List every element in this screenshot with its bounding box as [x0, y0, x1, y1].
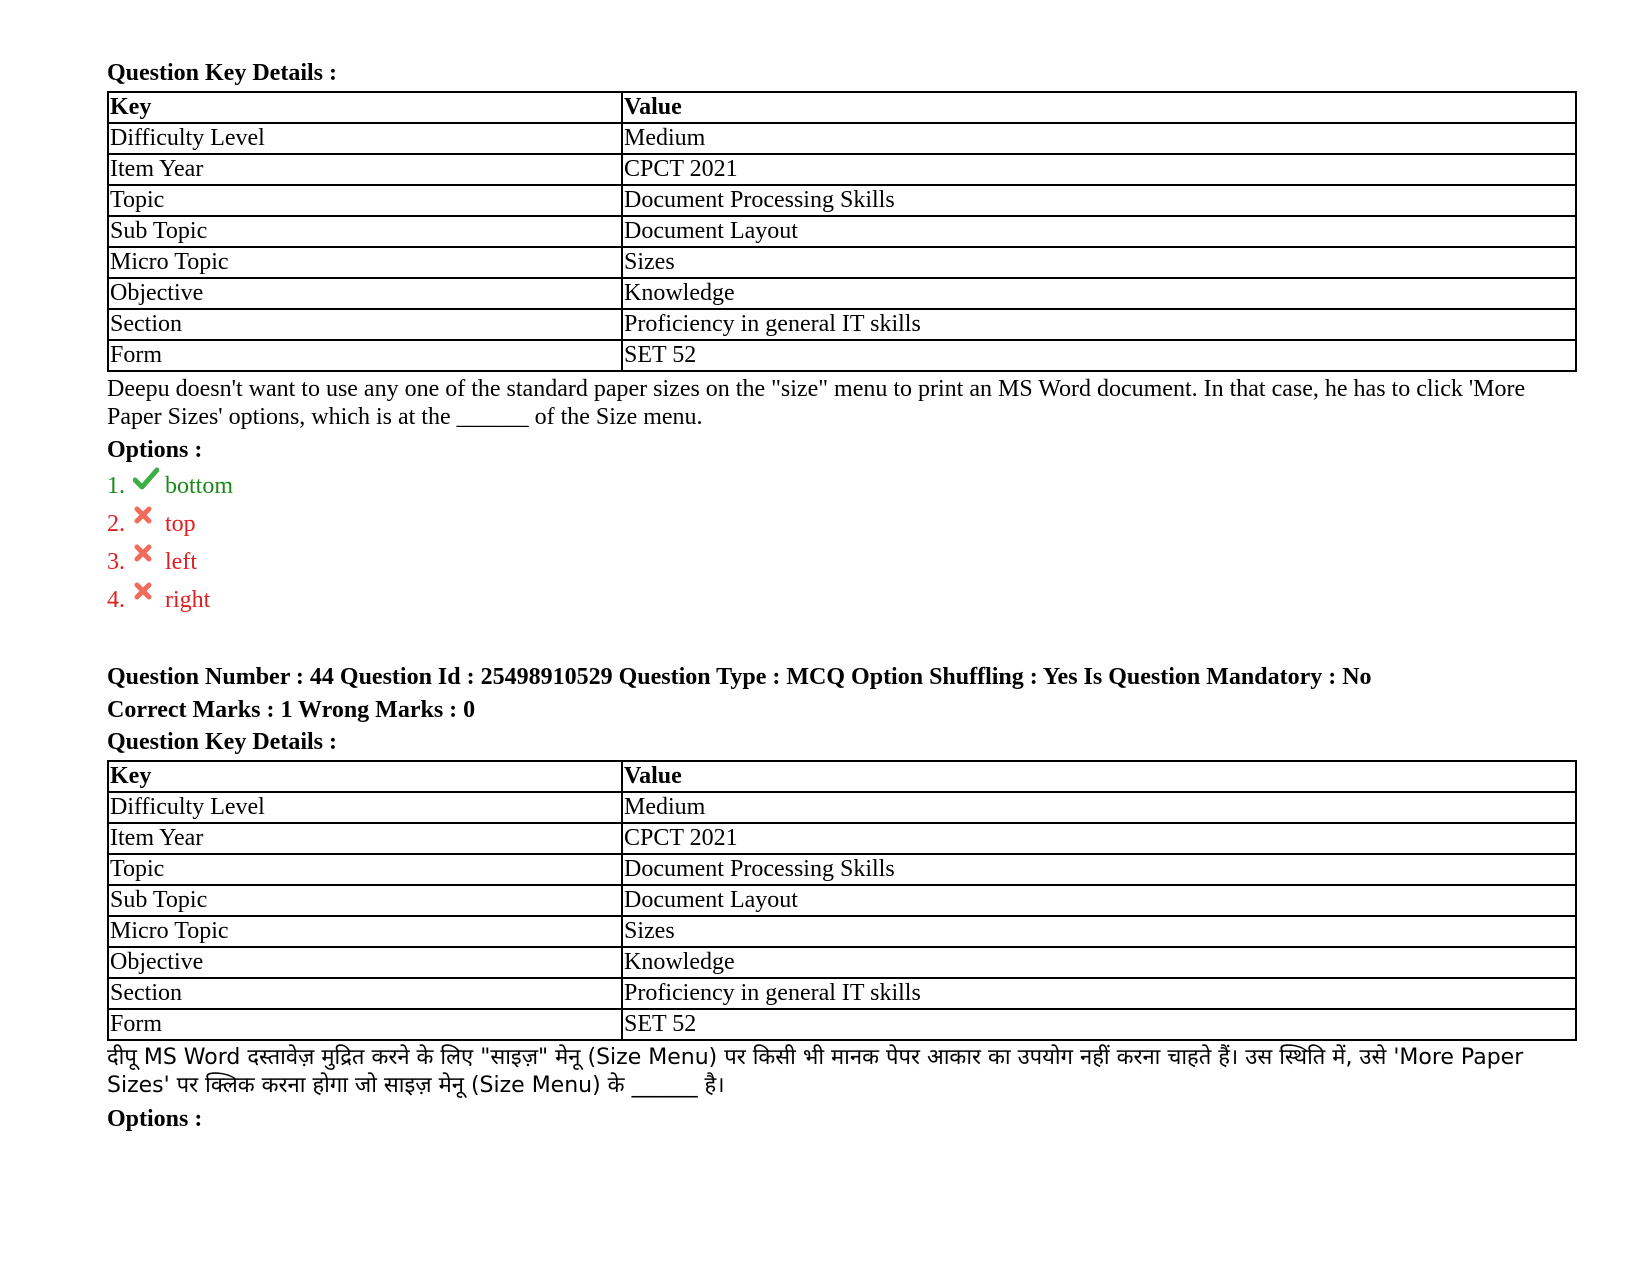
- option-text: left: [165, 549, 197, 575]
- key-details-table: [107, 91, 1577, 372]
- block-spacer: [107, 623, 1577, 661]
- key-cell: Topic: [108, 854, 622, 885]
- key-cell: Micro Topic: [108, 247, 622, 278]
- cross-icon: [133, 509, 165, 539]
- table-row: [108, 823, 1576, 854]
- check-icon: [133, 471, 165, 501]
- value-cell: Document Processing Skills: [622, 185, 1576, 216]
- table-row: [108, 792, 1576, 823]
- option-text: bottom: [165, 473, 234, 499]
- table-row: [108, 947, 1576, 978]
- key-cell: Topic: [108, 185, 622, 216]
- question-meta-line: Question Number : 44 Question Id : 25498910529 Question Type : MCQ Option Shuffling : Yes Is Question Mandatory : No: [107, 664, 1372, 690]
- header-key: Key: [108, 761, 622, 792]
- value-cell: Document Layout: [622, 885, 1576, 916]
- value-cell: Knowledge: [622, 947, 1576, 978]
- option-4: [107, 585, 1577, 623]
- key-details-table: [107, 760, 1577, 1041]
- marks-meta-line: Correct Marks : 1 Wrong Marks : 0: [107, 697, 476, 723]
- key-cell: Form: [108, 1009, 622, 1040]
- table-header-row: [108, 761, 1576, 792]
- key-details-heading: Question Key Details :: [107, 60, 337, 86]
- header-key: Key: [108, 92, 622, 123]
- value-cell: CPCT 2021: [622, 823, 1576, 854]
- value-cell: SET 52: [622, 1009, 1576, 1040]
- table-row: [108, 216, 1576, 247]
- table-row: [108, 854, 1576, 885]
- table-row: [108, 340, 1576, 371]
- key-cell: Form: [108, 340, 622, 371]
- option-number: 4.: [107, 587, 125, 613]
- table-row: [108, 123, 1576, 154]
- table-row: [108, 1009, 1576, 1040]
- value-cell: Proficiency in general IT skills: [622, 978, 1576, 1009]
- header-value: Value: [622, 761, 1576, 792]
- key-cell: Objective: [108, 278, 622, 309]
- value-cell: Proficiency in general IT skills: [622, 309, 1576, 340]
- value-cell: Document Layout: [622, 216, 1576, 247]
- key-cell: Difficulty Level: [108, 792, 622, 823]
- option-number: 2.: [107, 511, 125, 537]
- value-cell: Knowledge: [622, 278, 1576, 309]
- table-row: [108, 185, 1576, 216]
- value-cell: Sizes: [622, 247, 1576, 278]
- header-value: Value: [622, 92, 1576, 123]
- options-label: Options :: [107, 1106, 203, 1132]
- key-cell: Difficulty Level: [108, 123, 622, 154]
- key-cell: Item Year: [108, 823, 622, 854]
- options-label: Options :: [107, 437, 203, 463]
- table-row: [108, 885, 1576, 916]
- option-1: [107, 471, 1577, 509]
- option-3: [107, 547, 1577, 585]
- option-text: right: [165, 587, 211, 613]
- value-cell: Sizes: [622, 916, 1576, 947]
- value-cell: Medium: [622, 792, 1576, 823]
- key-details-heading: Question Key Details :: [107, 729, 337, 755]
- option-number: 3.: [107, 549, 125, 575]
- table-row: [108, 278, 1576, 309]
- table-header-row: [108, 92, 1576, 123]
- table-row: [108, 247, 1576, 278]
- option-number: 1.: [107, 473, 125, 499]
- option-2: [107, 509, 1577, 547]
- cross-icon: [133, 547, 165, 577]
- question-text: Deepu doesn't want to use any one of the standard paper sizes on the "size" menu to print an MS Word document. In that case, he has to click 'More Paper Sizes' options, which is at the ______ of the Size menu.: [107, 376, 1526, 430]
- table-row: [108, 978, 1576, 1009]
- question-page: [107, 58, 1577, 1140]
- value-cell: Medium: [622, 123, 1576, 154]
- table-row: [108, 154, 1576, 185]
- key-cell: Section: [108, 309, 622, 340]
- key-cell: Objective: [108, 947, 622, 978]
- key-cell: Micro Topic: [108, 916, 622, 947]
- cross-icon: [133, 585, 165, 615]
- table-row: [108, 309, 1576, 340]
- key-cell: Sub Topic: [108, 885, 622, 916]
- key-cell: Section: [108, 978, 622, 1009]
- value-cell: SET 52: [622, 340, 1576, 371]
- value-cell: CPCT 2021: [622, 154, 1576, 185]
- key-cell: Sub Topic: [108, 216, 622, 247]
- table-row: [108, 916, 1576, 947]
- key-cell: Item Year: [108, 154, 622, 185]
- option-text: top: [165, 511, 196, 537]
- question-text-hindi: दीपू MS Word दस्तावेज़ मुद्रित करने के लिए "साइज़" मेनू (Size Menu) पर किसी भी मानक पेपर आकार का उपयोग नहीं करना चाहते हैं। उस स्थिति में, उसे 'More Paper Sizes' पर क्लिक करना होगा जो साइज़ मेनू (Size Menu) के ______ है।: [107, 1045, 1524, 1098]
- value-cell: Document Processing Skills: [622, 854, 1576, 885]
